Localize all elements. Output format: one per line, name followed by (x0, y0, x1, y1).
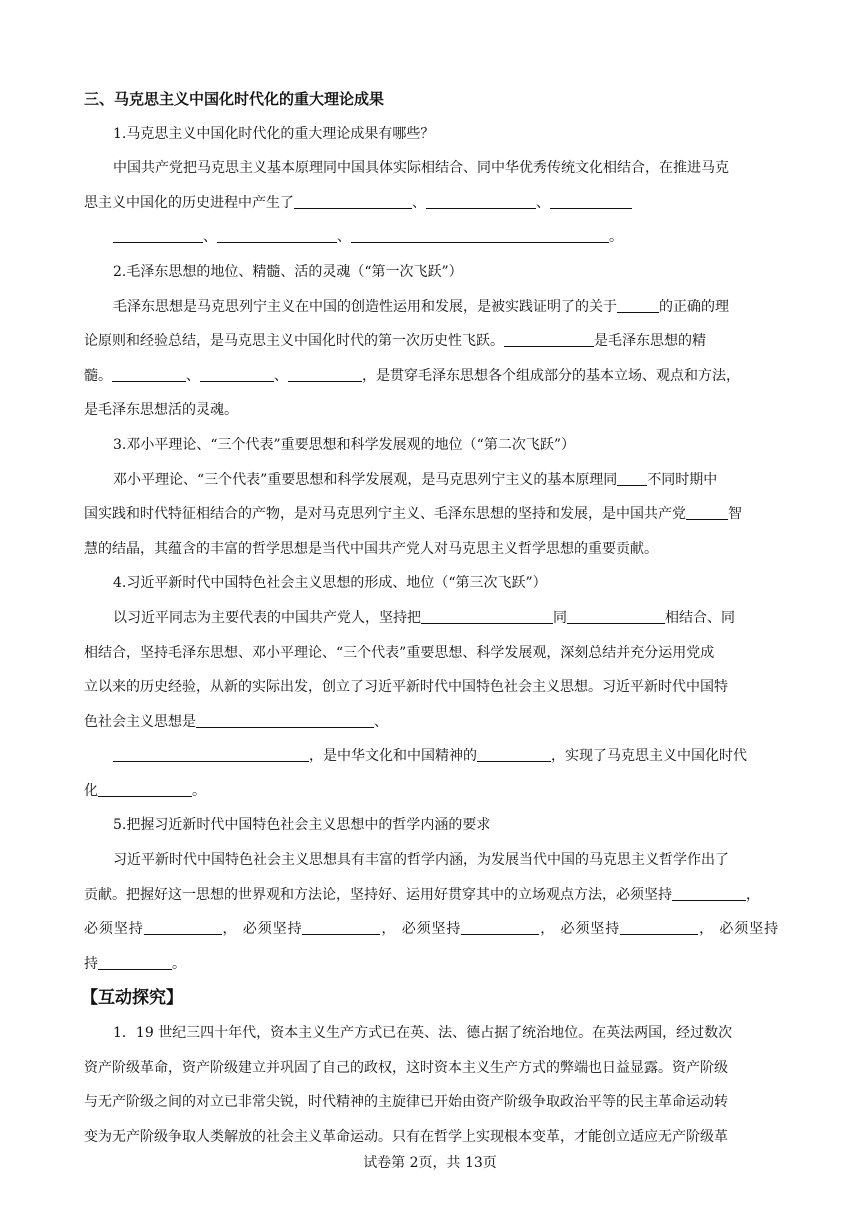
question-1-title: 1.马克思主义中国化时代化的重大理论成果有哪些？ (113, 125, 435, 142)
question-2-text-line3: 髓。 、 、 ，是贯穿毛泽东思想各个组成部分的基本立场、观点和方法， (84, 367, 740, 384)
question-1-text-line2: 思主义中国化的历史进程中产生了 、 、 (84, 186, 778, 221)
answer-blank[interactable] (567, 609, 665, 624)
question-3-text-line3: 慧的结晶，其蕴含的丰富的哲学思想是当代中国共产党人对马克思主义哲学思想的重要贡献。 (84, 540, 658, 557)
question-5-title: 5.把握习近新时代中国特色社会主义思想中的哲学内涵的要求 (113, 817, 491, 834)
question-2-text-line2: 论原则和经验总结，是马克思主义中国化时代的第一次历史性飞跃。 是毛泽东思想的精 (84, 333, 706, 350)
interactive-paragraph-line4: 变为无产阶级争取人类解放的社会主义革命运动。只有在哲学上实现根本变革，才能创立适应无产阶级革 (84, 1128, 728, 1145)
answer-blank[interactable] (617, 298, 659, 313)
question-4-text-line3: 立以来的历史经验，从新的实际出发，创立了习近平新时代中国特色社会主义思想。习近平新时代中国特 (84, 679, 728, 696)
answer-blank[interactable] (421, 609, 553, 624)
answer-blank[interactable] (620, 920, 698, 935)
question-2-title: 2.毛泽东思想的地位、精髓、活的灵魂（“第一次飞跃”） (113, 263, 463, 280)
answer-blank[interactable] (672, 886, 746, 901)
answer-blank[interactable] (477, 747, 551, 762)
answer-blank[interactable] (461, 920, 539, 935)
answer-blank[interactable] (504, 332, 594, 347)
question-4-text-line4: 色社会主义思想是 、 (84, 713, 388, 730)
answer-blank[interactable] (98, 955, 172, 970)
answer-blank[interactable] (288, 367, 362, 382)
question-4-text: 以习近平同志为主要代表的中国共产党人，坚持把 同 相结合、同 (113, 609, 735, 626)
document-page (81, 82, 779, 1154)
question-5-text-line2: 贡献。把握好这一思想的世界观和方法论，坚持好、运用好贯穿其中的立场观点方法，必须坚持 ， (84, 886, 760, 903)
answer-blank[interactable] (426, 194, 536, 209)
question-4-text-line6: 化 。 (84, 782, 206, 799)
question-3-text: 邓小平理论、“三个代表”重要思想和科学发展观，是马克思列宁主义的基本原理同 不同时期中 (113, 471, 718, 488)
interactive-paragraph-line3: 与无产阶级之间的对立已非常尖锐，时代精神的主旋律已开始由资产阶级争取政治平等的民主革命运动转 (84, 1094, 728, 1111)
answer-blank[interactable] (144, 920, 222, 935)
question-4-text-line2: 相结合，坚持毛泽东思想、邓小平理论、“三个代表”重要思想、科学发展观，深刻总结并充分运用党成 (84, 644, 715, 661)
interactive-paragraph: 1．19 世纪三四十年代，资本主义生产方式已在英、法、德占据了统治地位。在英法两国，经过数次 (113, 1025, 733, 1042)
question-1-text: 中国共产党把马克思主义基本原理同中国具体实际相结合、同中华优秀传统文化相结合，在推进马克 (113, 160, 729, 177)
question-1-text-line3: 、 、 。 (84, 220, 778, 255)
question-5-text-line4: 持 。 (84, 955, 186, 972)
answer-blank[interactable] (113, 228, 203, 243)
section-heading: 三、马克思主义中国化时代化的重大理论成果 (84, 90, 385, 108)
answer-blank[interactable] (217, 228, 337, 243)
question-3-title: 3.邓小平理论、“三个代表”重要思想和科学发展观的地位（“第二次飞跃”） (113, 436, 575, 453)
answer-blank[interactable] (302, 920, 380, 935)
question-3-text-line2: 国实践和时代特征相结合的产物，是对马克思列宁主义、毛泽东思想的坚持和发展，是中国共产党 智 (84, 506, 742, 523)
question-5-text: 习近平新时代中国特色社会主义思想具有丰富的哲学内涵，为发展当代中国的马克思主义哲学作出了 (113, 852, 729, 869)
page-footer: 试卷第 2页，共 13页 (363, 1155, 497, 1171)
question-2-text: 毛泽东思想是马克思列宁主义在中国的创造性运用和发展，是被实践证明了的关于 的正确的理 (113, 298, 729, 315)
answer-blank[interactable] (550, 194, 632, 209)
answer-blank[interactable] (98, 782, 192, 797)
answer-blank[interactable] (617, 471, 647, 486)
answer-blank[interactable] (113, 747, 309, 762)
interactive-paragraph-line2: 资产阶级革命，资产阶级建立并巩固了自己的政权，这时资本主义生产方式的弊端也日益显露。资产阶级 (84, 1059, 728, 1076)
answer-blank[interactable] (351, 228, 609, 243)
question-2-text-line4: 是毛泽东思想活的灵魂。 (84, 402, 238, 419)
answer-blank[interactable] (294, 194, 412, 209)
answer-blank[interactable] (200, 367, 274, 382)
answer-blank[interactable] (686, 505, 728, 520)
question-4-title: 4.习近平新时代中国特色社会主义思想的形成、地位（“第三次飞跃”） (113, 575, 547, 592)
question-5-text-line3: 必须坚持 ， 必须坚持 ， 必须坚持 ， 必须坚持 ， 必须坚持 (84, 921, 779, 938)
answer-blank[interactable] (196, 713, 374, 728)
interactive-heading: 【互动探究】 (81, 988, 183, 1009)
answer-blank[interactable] (112, 367, 186, 382)
question-4-text-line5: ，是中华文化和中国精神的 ，实现了马克思主义中国化时代 (84, 739, 778, 774)
